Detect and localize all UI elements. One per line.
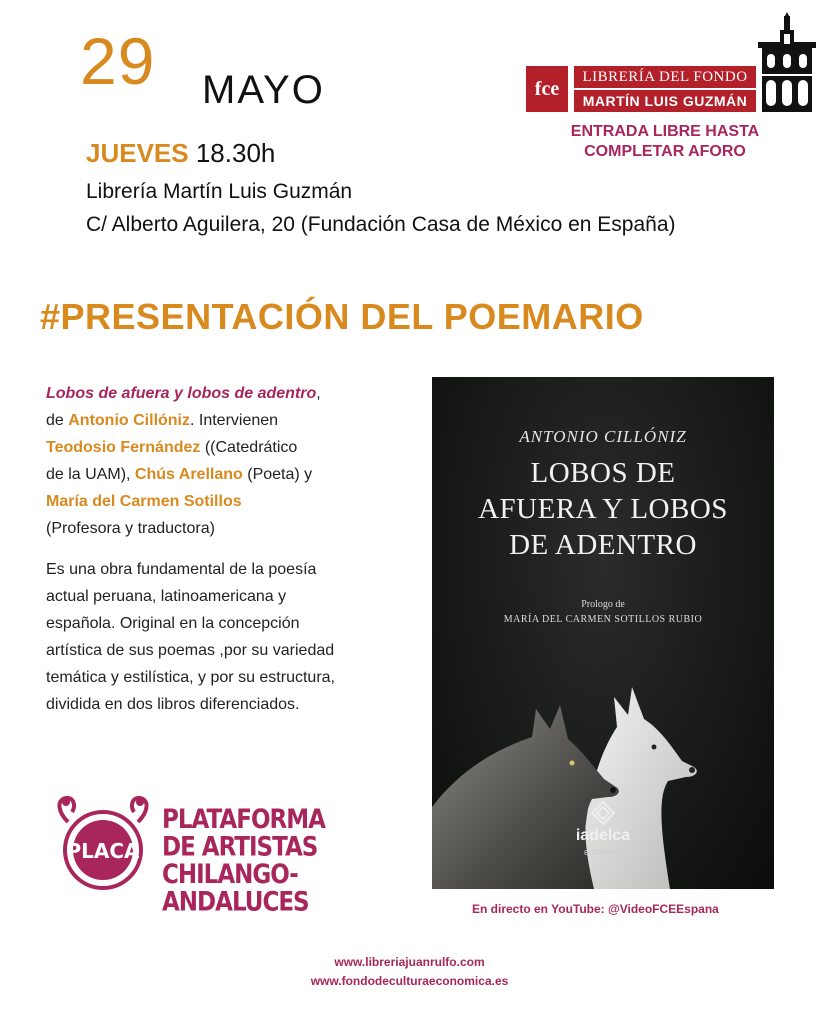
event-month: MAYO (202, 68, 325, 112)
cover-title (432, 455, 774, 563)
cover-imprint: ediciones (583, 847, 623, 857)
placa-line: PLATAFORMA (162, 804, 325, 835)
footer-link-fce[interactable]: www.fondodeculturaeconomica.es (310, 974, 509, 988)
speaker1-name: Teodosio Fernández (46, 439, 201, 456)
speaker2-role: (Poeta) y (242, 466, 313, 483)
section-title: #PRESENTACIÓN DEL POEMARIO (40, 296, 644, 337)
event-datetime (86, 140, 275, 166)
speaker3-name: María del Carmen Sotillos (46, 493, 242, 510)
cover-title-line: DE ADENTRO (509, 529, 697, 561)
speaker1-role-a: ((Catedrático (200, 439, 298, 456)
event-venue: Librería Martín Luis Guzmán (86, 180, 353, 203)
entry-note-line2: COMPLETAR AFORO (584, 143, 746, 160)
footer-link-libreria[interactable]: www.libreriajuanrulfo.com (334, 955, 485, 969)
credits-line6 (46, 515, 416, 542)
book-title: Lobos de afuera y lobos de adentro (46, 385, 317, 402)
logo-name-line1: LIBRERÍA DEL FONDO (574, 66, 756, 88)
cover-author: ANTONIO CILLÓNIZ (519, 427, 687, 446)
speaker3-role: (Profesora y traductora) (46, 520, 215, 537)
credits-intervienen: . Intervienen (190, 412, 279, 429)
cover-publisher: iadelca (575, 827, 631, 844)
cover-title-line: AFUERA Y LOBOS (478, 493, 728, 525)
event-weekday: JUEVES (86, 138, 189, 168)
credits-by: de (46, 412, 69, 429)
fce-initials: fce (526, 66, 568, 112)
event-day: 29 (80, 24, 156, 98)
event-time: 18.30h (195, 138, 276, 168)
credits-line1 (46, 380, 416, 407)
credits-line5 (46, 488, 416, 515)
description-line: dividida en dos libros diferenciados. (46, 696, 300, 713)
description-line: Es una obra fundamental de la poesía (46, 561, 317, 578)
speaker2-name: Chús Arellano (134, 466, 243, 483)
cover-prologue-label: Prologo de (581, 599, 625, 610)
placa-line: CHILANGO-ANDALUCES (162, 860, 309, 918)
credits-line4 (46, 461, 416, 488)
entry-note (540, 122, 790, 162)
book-cover (432, 377, 774, 889)
credits-line2 (46, 407, 416, 434)
credits-comma: , (316, 385, 321, 402)
cover-title-line: LOBOS DE (530, 457, 676, 489)
description-line: artística de sus poemas ,por su variedad (46, 642, 335, 659)
logo-name-line2: MARTÍN LUIS GUZMÁN (574, 90, 756, 112)
credits-line3 (46, 434, 416, 461)
placa-badge-text: PLACA (66, 839, 140, 863)
description-line: temática y estilística, y por su estructura, (46, 669, 335, 686)
entry-note-line1: ENTRADA LIBRE HASTA (570, 123, 760, 140)
credits-block (46, 380, 416, 542)
description-line: actual peruana, latinoamericana y (46, 588, 287, 605)
cover-prologue-name: MARÍA DEL CARMEN SOTILLOS RUBIO (503, 614, 703, 625)
event-address: C/ Alberto Aguilera, 20 (Fundación Casa de México en España) (86, 213, 676, 236)
publisher-mark-icon (590, 800, 616, 826)
placa-logo (48, 792, 388, 918)
speaker1-role-b: de la UAM), (46, 466, 135, 483)
book-description (46, 556, 416, 718)
placa-badge-icon (48, 792, 158, 902)
placa-line: DE ARTISTAS (162, 832, 318, 863)
library-logo (524, 12, 814, 112)
placa-name (162, 806, 388, 916)
description-line: española. Original en la concepción (46, 615, 300, 632)
youtube-note: En directo en YouTube: @VideoFCEEspana (472, 902, 719, 916)
building-icon (758, 12, 816, 112)
author-name: Antonio Cillóniz (68, 412, 190, 429)
